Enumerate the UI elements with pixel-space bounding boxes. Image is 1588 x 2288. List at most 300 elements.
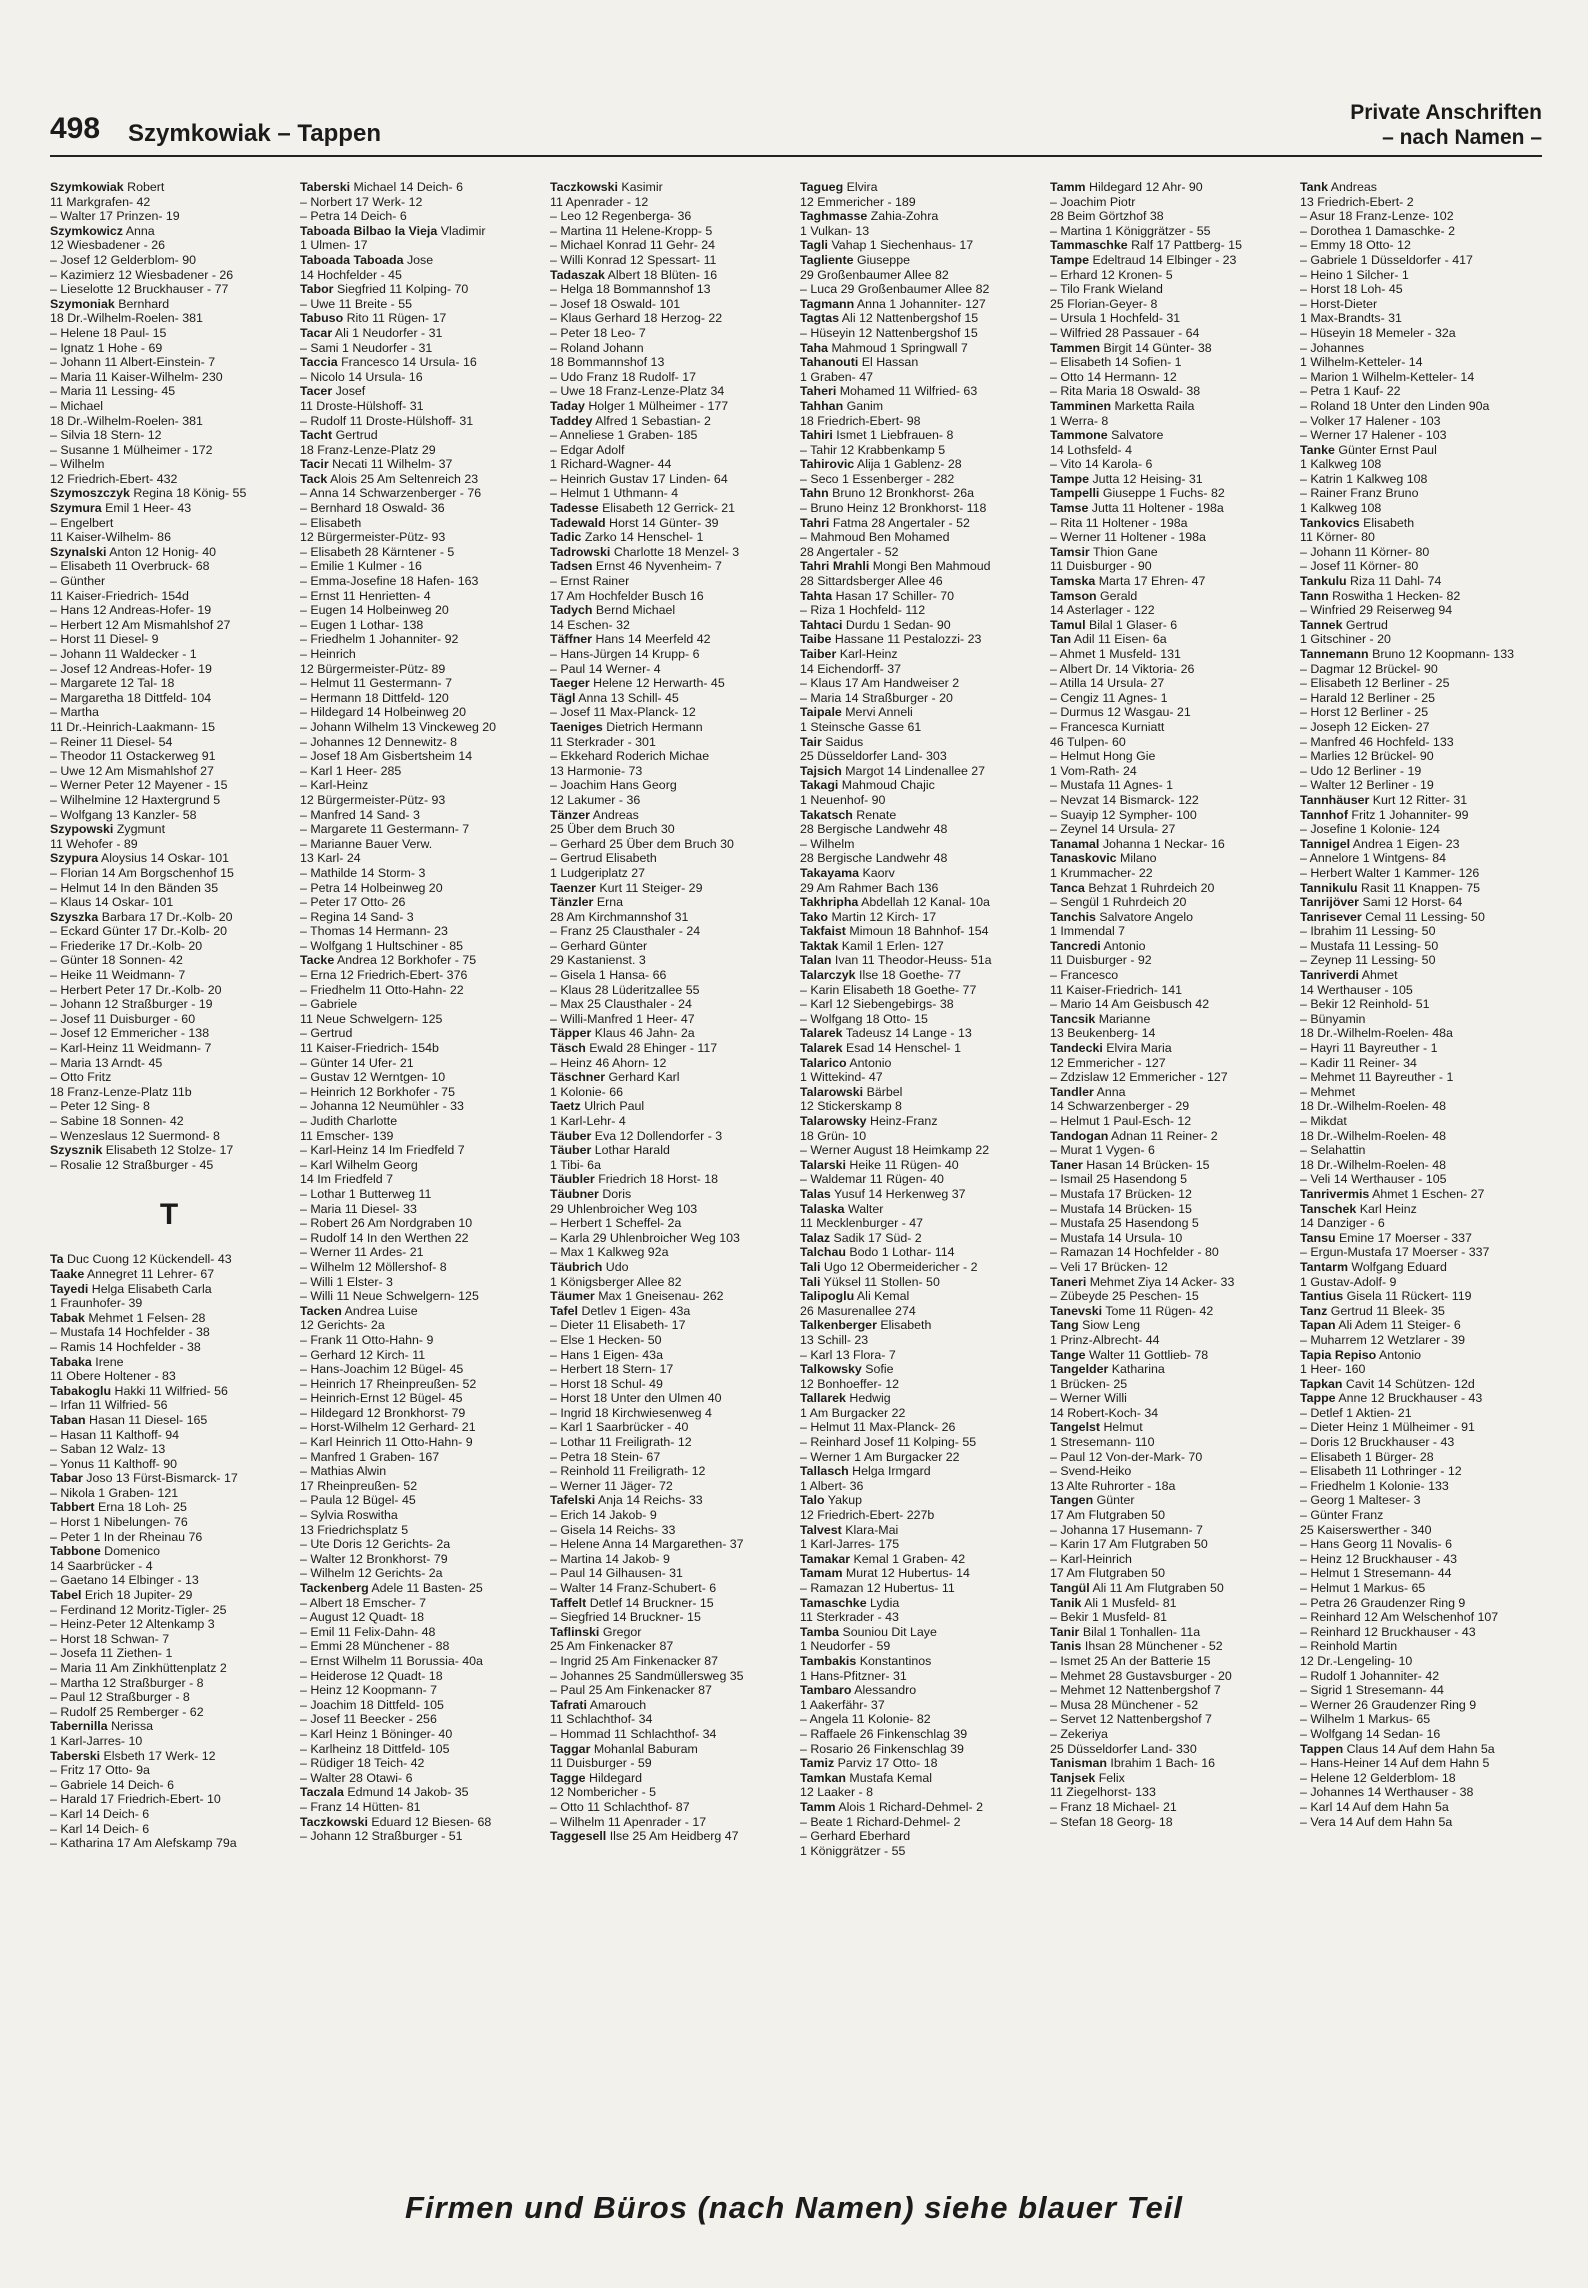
directory-entry <box>1300 1493 1538 1508</box>
directory-entry <box>50 968 288 983</box>
entry-details: – Max 1 Kalkweg 92a <box>550 1245 669 1260</box>
entry-details: – Maria 11 Kaiser-Wilhelm- 230 <box>50 369 223 384</box>
directory-entry <box>800 1654 1038 1669</box>
entry-details: – Mehmet 28 Gustavsburger - 20 <box>1050 1668 1232 1683</box>
entry-details: Bärbel <box>866 1084 903 1099</box>
entry-details: – Helene Anna 14 Margarethen- 37 <box>550 1537 744 1552</box>
entry-details: 12 Friedrich-Ebert- 432 <box>50 471 178 486</box>
directory-entry <box>50 1632 288 1647</box>
directory-entry <box>300 1800 538 1815</box>
entry-details: 25 Düsseldorfer Land- 330 <box>1050 1741 1197 1756</box>
entry-details: – Reinhard Josef 11 Kolping- 55 <box>800 1435 977 1450</box>
entry-details: 29 Am Rahmer Bach 136 <box>800 880 939 895</box>
directory-entry <box>550 603 788 618</box>
entry-details: – Selahattin <box>1300 1143 1366 1158</box>
entry-details: 11 Sterkrader - 301 <box>550 734 656 749</box>
entry-details: Ivan 11 Theodor-Heuss- 51a <box>834 953 992 968</box>
entry-details: – Horst 18 Loh- 45 <box>1300 282 1403 297</box>
directory-entry <box>1050 1158 1288 1173</box>
entry-details: Yüksel 11 Stollen- 50 <box>823 1274 940 1289</box>
entry-surname: Tappen <box>1300 1741 1344 1756</box>
entry-details: – Hermann 18 Dittfeld- 120 <box>300 690 449 705</box>
directory-entry <box>800 881 1038 896</box>
directory-entry <box>50 866 288 881</box>
directory-entry <box>50 924 288 939</box>
directory-entry <box>550 1712 788 1727</box>
entry-details: Karl Heinz <box>1359 1201 1417 1216</box>
entry-details: – Heinrich-Ernst 12 Bügel- 45 <box>300 1391 463 1406</box>
directory-entry <box>1300 691 1538 706</box>
entry-details: – Johannes <box>1300 340 1365 355</box>
entry-surname: Tampe <box>1050 252 1090 267</box>
entry-surname: Tanamal <box>1050 836 1100 851</box>
entry-details: Siegfried 11 Kolping- 70 <box>336 282 469 297</box>
entry-details: – Gabriele <box>300 997 358 1012</box>
entry-surname: Tadic <box>550 530 582 545</box>
entry-details: – Werner 11 Holtener - 198a <box>1050 530 1206 545</box>
entry-details: – Dagmar 12 Brückel- 90 <box>1300 661 1438 676</box>
directory-entry <box>550 1596 788 1611</box>
entry-surname: Tantarm <box>1300 1259 1348 1274</box>
entry-details: 12 Bürgermeister-Pütz- 89 <box>300 661 446 676</box>
entry-surname: Tahirovic <box>800 457 855 472</box>
entry-details: – Marion 1 Wilhelm-Ketteler- 14 <box>1300 369 1475 384</box>
directory-entry <box>550 1508 788 1523</box>
entry-surname: Tanchis <box>1050 909 1096 924</box>
directory-entry <box>800 1275 1038 1290</box>
directory-entry <box>50 326 288 341</box>
entry-details: – Ute Doris 12 Gerichts- 2a <box>300 1537 451 1552</box>
entry-details: Ihsan 28 Münchener - 52 <box>1084 1639 1223 1654</box>
directory-entry <box>1050 268 1288 283</box>
directory-entry <box>1300 1056 1538 1071</box>
entry-details: – Martina 14 Jakob- 9 <box>550 1551 670 1566</box>
directory-entry <box>300 1318 538 1333</box>
directory-entry <box>50 997 288 1012</box>
entry-details: – Vito 14 Karola- 6 <box>1050 457 1153 472</box>
entry-details: Andreas <box>592 807 639 822</box>
directory-entry <box>800 808 1038 823</box>
entry-details: – Klaus 14 Oskar- 101 <box>50 895 174 910</box>
directory-entry <box>550 1581 788 1596</box>
directory-entry <box>1050 881 1288 896</box>
entry-details: Zygmunt <box>116 822 166 837</box>
directory-entry <box>300 224 538 239</box>
entry-details: – Zübeyde 25 Peschen- 15 <box>1050 1289 1199 1304</box>
directory-entry <box>1050 486 1288 501</box>
directory-entry <box>550 1669 788 1684</box>
directory-entry <box>300 238 538 253</box>
entry-details: – Tahir 12 Krabbenkamp 5 <box>800 442 946 457</box>
entry-details: – Friedhelm 1 Kolonie- 133 <box>1300 1478 1449 1493</box>
entry-details: 1 Gitschiner - 20 <box>1300 632 1391 647</box>
entry-details: – Nikola 1 Graben- 121 <box>50 1485 179 1500</box>
directory-entry <box>1050 326 1288 341</box>
directory-entry <box>50 486 288 501</box>
directory-entry <box>800 1625 1038 1640</box>
directory-entry <box>1300 1172 1538 1187</box>
entry-surname: Tansu <box>1300 1230 1336 1245</box>
entry-details: Max 1 Gneisenau- 262 <box>598 1289 724 1304</box>
entry-surname: Tahtaci <box>800 617 843 632</box>
entry-details: – Silvia 18 Stern- 12 <box>50 428 162 443</box>
entry-details: Martin 12 Kirch- 17 <box>831 909 937 924</box>
directory-entry <box>300 1537 538 1552</box>
directory-entry <box>1300 632 1538 647</box>
directory-entry <box>1050 603 1288 618</box>
directory-entry <box>1300 1479 1538 1494</box>
entry-details: – Hans 1 Eigen- 43a <box>550 1347 663 1362</box>
entry-details: Ali 1 Musfeld- 81 <box>1084 1595 1177 1610</box>
directory-entry <box>800 1523 1038 1538</box>
entry-surname: Tadewald <box>550 515 606 530</box>
directory-entry <box>50 574 288 589</box>
section-heading-line2: – nach Namen – <box>1382 126 1542 149</box>
entry-details: – Eugen 1 Lothar- 138 <box>300 617 424 632</box>
entry-details: Katharina <box>1111 1362 1165 1377</box>
directory-entry <box>550 399 788 414</box>
entry-details: – Horst 12 Berliner - 25 <box>1300 705 1429 720</box>
entry-details: Zarko 14 Henschel- 1 <box>584 530 704 545</box>
entry-details: 1 Vom-Rath- 24 <box>1050 763 1137 778</box>
directory-entry <box>800 953 1038 968</box>
entry-details: 12 Emmericher - 127 <box>1050 1055 1166 1070</box>
entry-details: – Hans-Joachim 12 Bügel- 45 <box>300 1362 464 1377</box>
entry-surname: Tadesse <box>550 501 599 516</box>
directory-entry <box>800 1639 1038 1654</box>
entry-details: – Zekeriya <box>1050 1726 1108 1741</box>
directory-entry <box>550 384 788 399</box>
directory-entry <box>550 808 788 823</box>
entry-details: Ulrich Paul <box>584 1099 645 1114</box>
entry-details: 1 Kolonie- 66 <box>550 1084 624 1099</box>
entry-details: Barbara 17 Dr.-Kolb- 20 <box>101 909 233 924</box>
directory-entry <box>300 1114 538 1129</box>
entry-surname: Tabaka <box>50 1354 92 1369</box>
entry-details: – Gisela 14 Reichs- 33 <box>550 1522 676 1537</box>
entry-details: 11 Mecklenburger - 47 <box>800 1216 924 1231</box>
directory-entry <box>1050 997 1288 1012</box>
directory-entry <box>300 749 538 764</box>
directory-entry <box>300 1231 538 1246</box>
entry-details: – Helmut 1 Markus- 65 <box>1300 1581 1426 1595</box>
entry-details: – Helmut 1 Paul-Esch- 12 <box>1050 1114 1192 1128</box>
entry-details: Andrea Luise <box>344 1303 418 1318</box>
entry-surname: Tambakis <box>800 1653 857 1668</box>
directory-entry <box>550 1085 788 1100</box>
entry-surname: Taeger <box>550 676 590 691</box>
entry-details: 11 Markgrafen- 42 <box>50 194 151 209</box>
entry-details: 1 Am Burgacker 22 <box>800 1405 906 1420</box>
directory-entry <box>300 1202 538 1217</box>
directory-entry <box>1050 1202 1288 1217</box>
directory-entry <box>300 1435 538 1450</box>
directory-entry <box>300 1698 538 1713</box>
entry-details: 14 Lothsfeld- 4 <box>1050 442 1132 457</box>
directory-entry <box>1300 1610 1538 1625</box>
directory-entry <box>1300 1143 1538 1158</box>
directory-entry <box>800 895 1038 910</box>
entry-details: – Volker 17 Halener - 103 <box>1300 413 1441 428</box>
directory-entry <box>1300 559 1538 574</box>
entry-details: – Lieselotte 12 Bruckhauser - 77 <box>50 282 229 297</box>
entry-surname: Taenzer <box>550 880 596 895</box>
directory-entry <box>550 341 788 356</box>
directory-entry <box>550 968 788 983</box>
directory-entry <box>1300 822 1538 837</box>
directory-entry <box>50 1530 288 1545</box>
entry-surname: Tahri Mrahli <box>800 559 870 574</box>
entry-details: – Petra 18 Stein- 67 <box>550 1449 661 1464</box>
directory-entry <box>550 1537 788 1552</box>
directory-entry <box>50 1457 288 1472</box>
directory-entry <box>1300 268 1538 283</box>
entry-details: Giuseppe <box>856 252 910 267</box>
entry-details: – Josefine 1 Kolonie- 124 <box>1300 822 1440 837</box>
entry-details: – Karl 14 Deich- 6 <box>50 1806 150 1821</box>
entry-details: – Gerhard 25 Über dem Bruch 30 <box>550 836 734 851</box>
entry-surname: Tagueg <box>800 180 844 194</box>
directory-entry <box>800 1070 1038 1085</box>
entry-details: – Karl-Heinrich <box>1050 1551 1132 1566</box>
directory-entry <box>300 1815 538 1830</box>
entry-details: Ilse 18 Goethe- 77 <box>859 968 961 983</box>
entry-details: Michael 14 Deich- 6 <box>353 180 464 194</box>
entry-details: – Karl Wilhelm Georg <box>300 1157 418 1172</box>
directory-entry <box>800 1596 1038 1611</box>
directory-entry <box>1300 1070 1538 1085</box>
entry-details: Riza 11 Dahl- 74 <box>1350 574 1442 589</box>
entry-details: – Martina 1 Königgrätzer - 55 <box>1050 223 1211 238</box>
directory-entry <box>50 195 288 210</box>
directory-entry <box>1300 282 1538 297</box>
entry-details: Kurt 11 Steiger- 29 <box>599 880 703 895</box>
entry-details: – Helmut 1 Stresemann- 44 <box>1300 1566 1452 1581</box>
directory-entry <box>50 589 288 604</box>
directory-entry <box>50 516 288 531</box>
directory-entry <box>1050 1683 1288 1698</box>
directory-entry <box>300 1099 538 1114</box>
entry-details: – Mario 14 Am Geisbusch 42 <box>1050 997 1210 1012</box>
directory-entry <box>1300 983 1538 998</box>
directory-entry <box>300 866 538 881</box>
directory-entry <box>1300 1026 1538 1041</box>
directory-entry <box>550 1026 788 1041</box>
directory-entry <box>1300 238 1538 253</box>
entry-details: – Bünyamin <box>1300 1011 1366 1026</box>
entry-details: 17 Am Hochfelder Busch 16 <box>550 588 704 603</box>
entry-details: – Ibrahim 11 Lessing- 50 <box>1300 924 1436 939</box>
entry-details: Anna 1 Johanniter- 127 <box>856 296 986 311</box>
directory-entry <box>550 1187 788 1202</box>
entry-surname: Tänzler <box>550 895 594 910</box>
entry-surname: Tägl <box>550 690 576 705</box>
directory-entry <box>1300 224 1538 239</box>
entry-surname: Talarek <box>800 1041 843 1056</box>
entry-details: – Maria 11 Lessing- 45 <box>50 384 176 399</box>
entry-details: – Siegfried 14 Bruckner- 15 <box>550 1610 701 1625</box>
entry-surname: Talarowsky <box>800 1114 867 1128</box>
entry-surname: Tanrijöver <box>1300 895 1359 910</box>
entry-details: Esad 14 Henschel- 1 <box>845 1041 961 1056</box>
directory-entry <box>1050 1143 1288 1158</box>
entry-surname: Taffelt <box>550 1595 587 1610</box>
entry-details: Marketta Raila <box>1114 398 1195 413</box>
entry-surname: Tamm <box>1050 180 1086 194</box>
directory-entry <box>300 1552 538 1567</box>
directory-entry <box>300 1742 538 1757</box>
directory-entry <box>800 414 1038 429</box>
entry-surname: Tamska <box>1050 574 1096 589</box>
directory-entry <box>800 910 1038 925</box>
entry-details: – Josefa 11 Ziethen- 1 <box>50 1646 173 1661</box>
directory-entry <box>1300 530 1538 545</box>
entry-details: – Yonus 11 Kalthoff- 90 <box>50 1456 177 1471</box>
directory-entry <box>800 764 1038 779</box>
directory-entry <box>550 1289 788 1304</box>
directory-entry <box>550 662 788 677</box>
entry-surname: Takagi <box>800 778 839 793</box>
directory-entry <box>50 414 288 429</box>
entry-details: Jose <box>406 252 434 267</box>
directory-entry <box>300 253 538 268</box>
directory-entry <box>800 1216 1038 1231</box>
directory-entry <box>50 1428 288 1443</box>
directory-entry <box>1300 793 1538 808</box>
header-rule <box>50 155 1542 157</box>
directory-entry <box>1300 1085 1538 1100</box>
directory-entry <box>50 472 288 487</box>
directory-entry <box>300 1333 538 1348</box>
directory-entry <box>1300 764 1538 779</box>
entry-details: Ganim <box>846 398 884 413</box>
entry-details: Anja 14 Reichs- 33 <box>598 1493 703 1508</box>
directory-entry <box>1300 1041 1538 1056</box>
entry-surname: Taha <box>800 340 828 355</box>
entry-details: 11 Apenrader - 12 <box>550 194 649 209</box>
directory-entry <box>300 457 538 472</box>
directory-entry <box>50 1807 288 1822</box>
entry-details: 1 Hans-Pfitzner- 31 <box>800 1668 907 1683</box>
entry-details: 14 Robert-Koch- 34 <box>1050 1405 1159 1420</box>
directory-entry <box>50 370 288 385</box>
entry-details: Annegret 11 Lehrer- 67 <box>86 1266 215 1281</box>
directory-entry <box>1050 1041 1288 1056</box>
entry-details: Detlef 14 Bruckner- 15 <box>589 1595 714 1610</box>
directory-entry <box>800 1420 1038 1435</box>
directory-entry <box>550 253 788 268</box>
directory-entry <box>1050 224 1288 239</box>
directory-entry <box>1300 968 1538 983</box>
entry-details: – Willi Konrad 12 Spessart- 11 <box>550 252 717 267</box>
directory-entry <box>50 1442 288 1457</box>
entry-surname: Tanz <box>1300 1303 1328 1318</box>
directory-entry <box>1050 910 1288 925</box>
entry-details: – Werner 1 Am Burgacker 22 <box>800 1449 960 1464</box>
entry-details: – Mustafa 11 Lessing- 50 <box>1300 938 1439 953</box>
entry-details: – Michael <box>50 398 104 413</box>
directory-entry <box>550 1815 788 1830</box>
entry-details: – Karl 1 Saarbrücker - 40 <box>550 1420 689 1435</box>
directory-entry <box>1300 589 1538 604</box>
directory-entry <box>50 720 288 735</box>
entry-details: Ewald 28 Ehinger - 117 <box>589 1041 718 1056</box>
entry-details: Emil 1 Heer- 43 <box>105 501 192 516</box>
directory-entry <box>300 486 538 501</box>
entry-surname: Tank <box>1300 180 1328 194</box>
entry-details: Ali Kemal <box>856 1289 910 1304</box>
entry-details: – Karl Heinz 1 Böninger- 40 <box>300 1726 453 1741</box>
entry-details: Zahia-Zohra <box>870 209 939 224</box>
entry-details: – Fritz 17 Otto- 9a <box>50 1763 150 1778</box>
entry-surname: Tadych <box>550 603 593 618</box>
directory-entry <box>1050 1756 1288 1771</box>
directory-entry <box>550 355 788 370</box>
entry-details: – Mustafa 14 Hochfelder - 38 <box>50 1325 210 1340</box>
entry-details: Hedwig <box>849 1391 891 1406</box>
entry-surname: Tannek <box>1300 617 1343 632</box>
entry-surname: Tafel <box>550 1303 578 1318</box>
directory-entry <box>1300 1712 1538 1727</box>
entry-details: – Werner 11 Ardes- 21 <box>300 1245 424 1260</box>
entry-surname: Tang <box>1050 1318 1079 1333</box>
entry-details: 1 Karl-Jarres- 175 <box>800 1537 900 1552</box>
entry-details: Günter Ernst Paul <box>1338 442 1437 457</box>
entry-details: – Joseph 12 Eicken- 27 <box>1300 719 1430 734</box>
entry-surname: Tannigel <box>1300 836 1351 851</box>
entry-details: Klara-Mai <box>845 1522 899 1537</box>
entry-details: – Helene 12 Gelderblom- 18 <box>1300 1770 1456 1785</box>
entry-surname: Tandogan <box>1050 1128 1109 1143</box>
entry-surname: Tacer <box>300 384 333 399</box>
directory-entry <box>550 428 788 443</box>
entry-details: 14 Werthauser - 105 <box>1300 982 1413 997</box>
entry-details: – Sami 1 Neudorfer - 31 <box>300 340 433 355</box>
directory-entry <box>550 1260 788 1275</box>
directory-entry <box>300 1377 538 1392</box>
entry-details: 11 Sterkrader - 43 <box>800 1610 899 1625</box>
directory-entry <box>550 1348 788 1363</box>
directory-entry <box>50 1056 288 1071</box>
directory-entry <box>800 1756 1038 1771</box>
directory-entry <box>300 720 538 735</box>
entry-surname: Tannhof <box>1300 807 1348 822</box>
entry-details: Durdu 1 Sedan- 90 <box>845 617 951 632</box>
directory-entry <box>300 895 538 910</box>
entry-surname: Tamam <box>800 1566 843 1581</box>
directory-column-3 <box>550 180 788 2140</box>
entry-details: – Helmut 11 Gestermann- 7 <box>300 676 452 691</box>
entry-details: Adil 11 Eisen- 6a <box>1073 632 1167 647</box>
entry-details: – Mehmet 11 Bayreuther - 1 <box>1300 1070 1454 1085</box>
directory-entry <box>1050 501 1288 516</box>
directory-entry <box>550 924 788 939</box>
directory-entry <box>300 1041 538 1056</box>
directory-entry <box>550 1304 788 1319</box>
entry-details: Anna <box>125 223 155 238</box>
directory-entry <box>550 1406 788 1421</box>
directory-entry <box>1050 837 1288 852</box>
entry-details: Ali Adem 11 Steiger- 6 <box>1338 1318 1461 1333</box>
entry-surname: Tahta <box>800 588 833 603</box>
directory-entry <box>50 1070 288 1085</box>
entry-details: Hildegard 12 Ahr- 90 <box>1089 180 1203 194</box>
directory-entry <box>1300 399 1538 414</box>
entry-details: – Paula 12 Bügel- 45 <box>300 1493 416 1508</box>
entry-details: Elisabeth <box>880 1318 932 1333</box>
directory-entry <box>800 1669 1038 1684</box>
entry-surname: Taghmasse <box>800 209 868 224</box>
